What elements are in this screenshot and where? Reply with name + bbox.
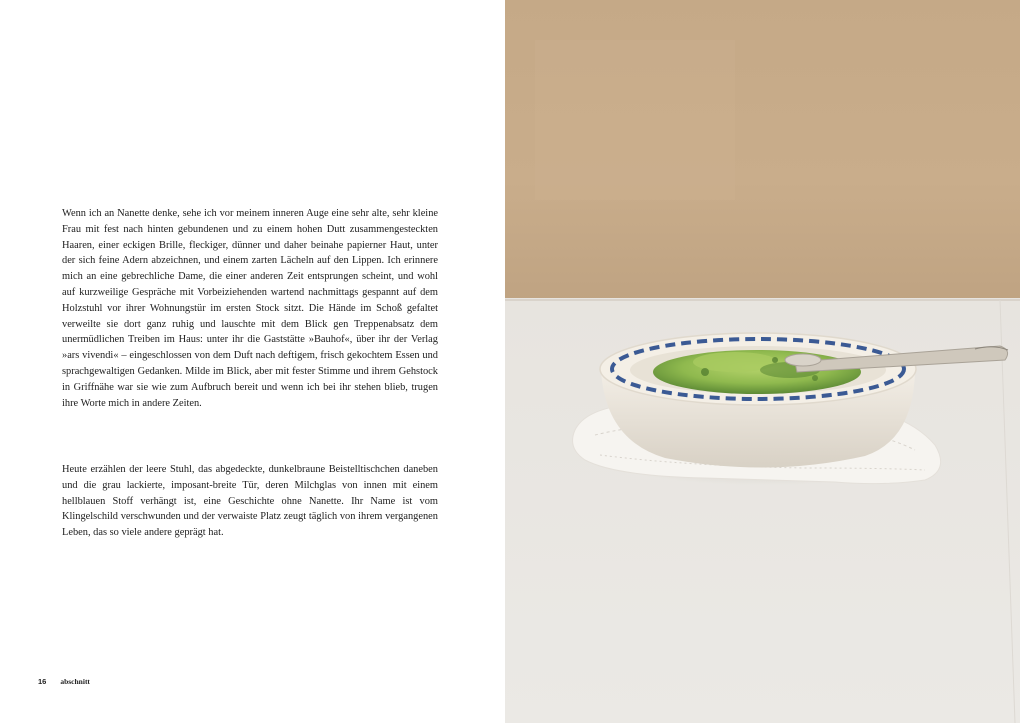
page-footer — [38, 677, 90, 686]
body-paragraph-2: Heute erzählen der leere Stuhl, das abgedeckte, dunkelbraune Beistelltischchen daneben und die grau lackierte, imposant-breite Tür, deren Milchglas von innen mit einem hellblauen Stoff verhängt ist, eine Geschichte ohne Nanette. Ihr Name ist vom Klingelschild verschwunden und der verwaiste Platz zeugt täglich von ihrem vergangenen Leben, das so viele andere geprägt hat. — [62, 464, 438, 539]
wall-blemish — [535, 40, 735, 200]
page-number: 16 — [38, 677, 47, 686]
right-page-photo — [505, 0, 1020, 723]
food-photo — [505, 0, 1020, 723]
section-label: abschnitt — [60, 677, 90, 686]
food — [653, 350, 861, 394]
left-page — [0, 0, 505, 723]
body-paragraph-1: Wenn ich an Nanette denke, sehe ich vor meinem inneren Auge eine sehr alte, sehr kleine Frau mit fest nach hinten gebundenen und zu einem hohen Dutt zusammengesteckten Haaren, einer eckigen Brille, fleckiger, dünner und daher beinahe papierner Haut, unter der sich feine Adern abzeichnen, und einem zarten Lächeln auf den Lippen. Ich erinnere mich an eine gebrechliche Dame, die einer anderen Zeit entsprungen scheint, und wohl auf kurzweilige Gespräche mit Vorbeiziehenden wartend nachmittags gespannt auf dem Holzstuhl vor ihrer Wohnungstür im ersten Stock sitzt. Die Hände im Schoß gefaltet verweilte sie dort ganz ruhig und lauschte mit dem Blick gen Treppenabsatz dem unermüdlichen Treiben im Haus: unter ihr die Gaststätte »Bauhof«, über ihr der Verlag »ars vivendi« – eingeschlossen von dem Duft nach deftigem, frisch gekochtem Essen und sprachgewaltigen Gedanken. Milde im Blick, aber mit fester Stimme und ihrem Gehstock in Griffnähe war sie wie zum Aufbruch bereit und wenn ich bei ihr stehen blieb, trugen ihre Worte mich in andere Zeiten. — [62, 208, 438, 409]
